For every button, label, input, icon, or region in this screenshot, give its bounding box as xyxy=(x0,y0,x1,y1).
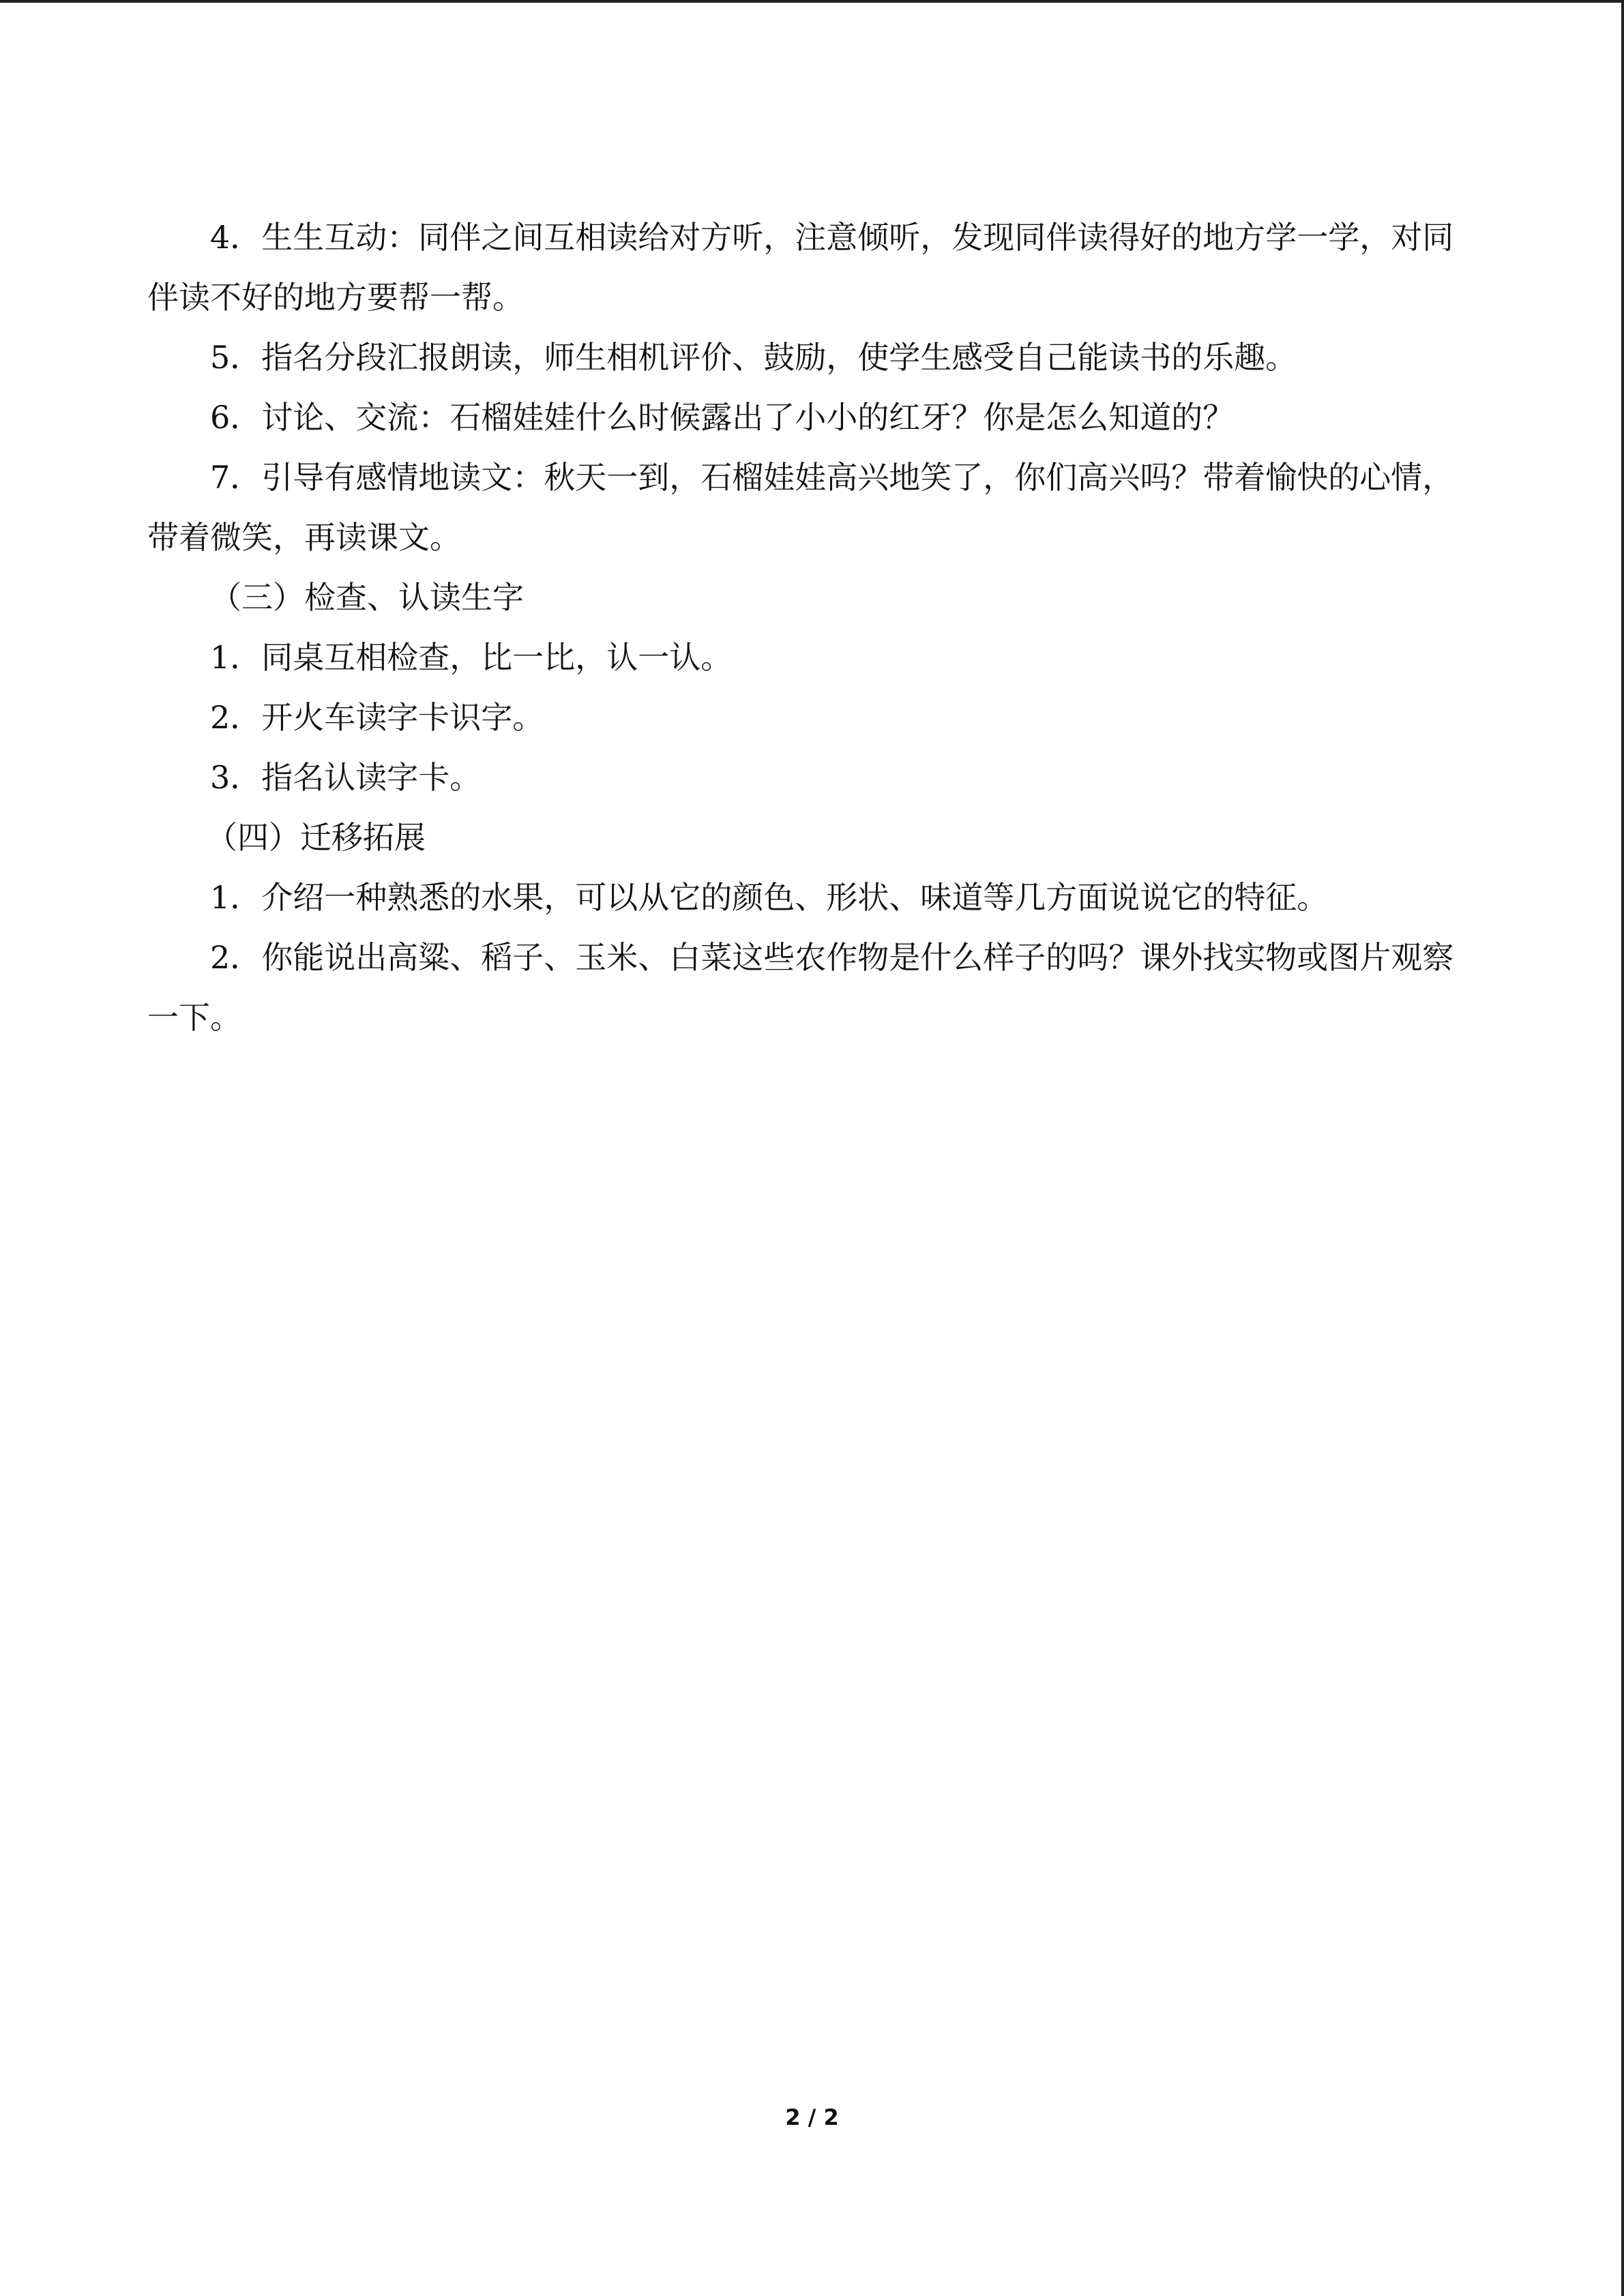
paragraph-desk-check: 1．同桌互相检查，比一比，认一认。 xyxy=(210,639,733,676)
paragraph-name-reading: 3．指名认读字卡。 xyxy=(210,759,482,796)
paragraph-crops-observation: 2．你能说出高粱、稻子、玉米、白菜这些农作物是什么样子的吗？课外找实物或图片观察一下。 xyxy=(147,939,1454,1036)
paragraph-group-reading: 5．指名分段汇报朗读，师生相机评价、鼓励，使学生感受自己能读书的乐趣。 xyxy=(210,339,1297,376)
paragraph-fruit-introduction: 1．介绍一种熟悉的水果，可以从它的颜色、形状、味道等几方面说说它的特征。 xyxy=(210,879,1329,916)
section-heading-check-characters: （三）检查、认读生字 xyxy=(210,579,524,616)
paragraph-emotional-reading: 7．引导有感情地读文：秋天一到，石榴娃娃高兴地笑了，你们高兴吗？带着愉快的心情，带着微笑，再读课文。 xyxy=(147,459,1454,556)
section-heading-extension: （四）迁移拓展 xyxy=(206,819,426,856)
paragraph-peer-interaction: 4．生生互动：同伴之间互相读给对方听，注意倾听，发现同伴读得好的地方学一学，对同伴读不好的地方要帮一帮。 xyxy=(147,219,1454,316)
page-number: 2 / 2 xyxy=(785,2104,839,2130)
document-body xyxy=(147,207,1484,1047)
paragraph-card-train: 2．开火车读字卡识字。 xyxy=(210,699,544,736)
paragraph-discussion: 6．讨论、交流：石榴娃娃什么时候露出了小小的红牙？你是怎么知道的？ xyxy=(210,399,1235,436)
